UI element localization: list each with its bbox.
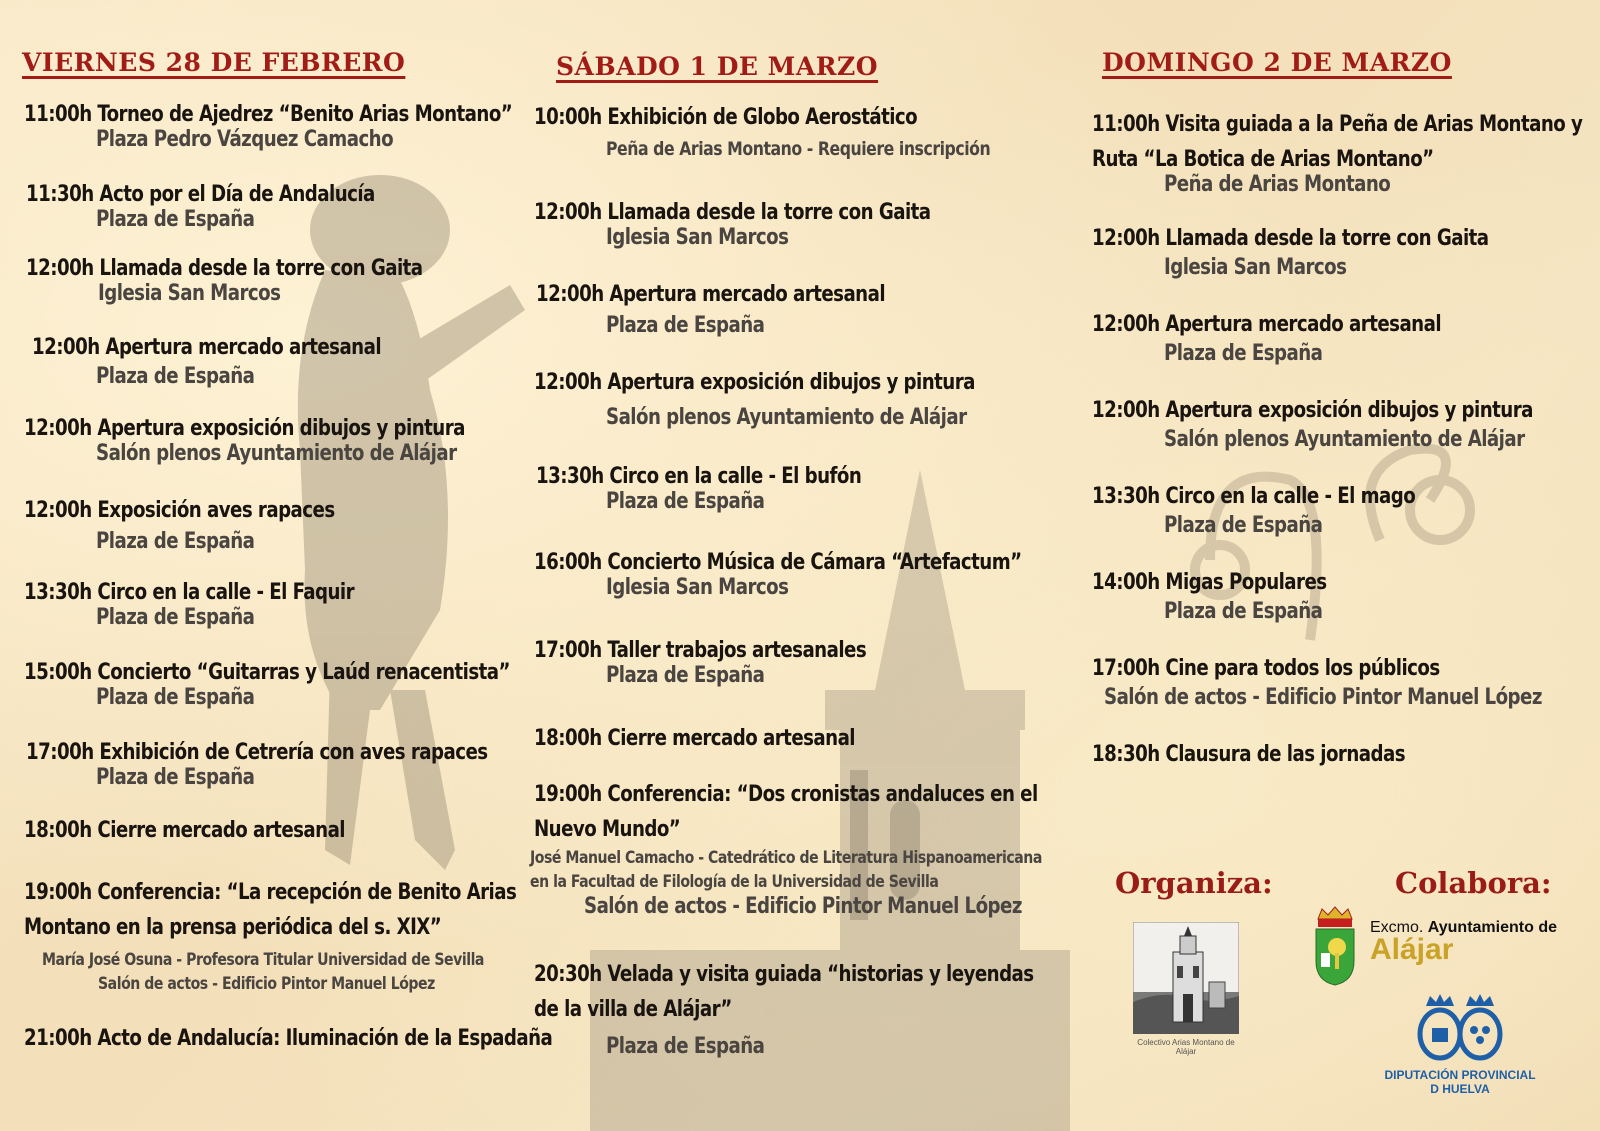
ayto-ayuntamiento: Ayuntamiento de [1427, 919, 1557, 936]
event-title: 12:00h Apertura mercado artesanal [1092, 312, 1442, 337]
event-place: Plaza de España [1164, 341, 1323, 366]
event-item [26, 256, 457, 306]
ayuntamiento-alajar-logo [1312, 905, 1592, 990]
event-place: Salón de actos - Edificio Pintor Manuel López [584, 894, 1022, 919]
event-title: 10:00h Exhibición de Globo Aerostático [534, 105, 918, 130]
event-item [24, 880, 559, 994]
event-speaker: María José Osuna - Profesora Titular Universidad de Sevilla [42, 950, 484, 970]
event-title: 12:00h Llamada desde la torre con Gaita [1092, 226, 1489, 251]
organiza-label: Organiza: [1115, 866, 1273, 900]
day-title: DOMINGO 2 DE MARZO [1102, 48, 1452, 77]
event-item [1092, 226, 1523, 280]
event-place: Plaza de España [96, 685, 255, 710]
event-title-continued: Ruta “La Botica de Arias Montano” [1092, 147, 1434, 172]
event-title-continued: de la villa de Alájar” [534, 997, 732, 1022]
event-item [24, 818, 373, 843]
event-item [1092, 312, 1471, 366]
day-title: VIERNES 28 DE FEBRERO [22, 48, 406, 77]
event-item [26, 740, 528, 790]
event-item [534, 962, 1077, 1059]
event-item [534, 200, 965, 250]
event-title-continued: Montano en la prensa periódica del s. XIX” [24, 915, 442, 940]
event-item [32, 335, 411, 389]
event-item [534, 550, 1064, 600]
event-place: Iglesia San Marcos [606, 575, 789, 600]
event-item [534, 370, 1013, 430]
event-item [1092, 484, 1443, 538]
event-place: Plaza de España [606, 489, 765, 514]
event-place: Plaza de España [96, 605, 255, 630]
event-place: Plaza de España [96, 207, 255, 232]
event-item [1092, 398, 1571, 452]
organizer-caption: Colectivo Arias Montano de Alájar [1137, 1038, 1235, 1056]
event-item [26, 182, 405, 232]
event-speaker-affiliation: en la Facultad de Filología de la Universidad de Sevilla [530, 872, 939, 892]
diputacion-line2: D HUELVA [1430, 1082, 1490, 1096]
event-title: 11:30h Acto por el Día de Andalucía [26, 182, 375, 207]
event-item [24, 660, 552, 710]
event-title: 11:00h Torneo de Ajedrez “Benito Arias Montano” [24, 102, 513, 127]
event-place: Plaza de España [606, 663, 765, 688]
diputacion-line1: DIPUTACIÓN PROVINCIAL [1384, 1068, 1536, 1082]
event-title: 20:30h Velada y visita guiada “historias y leyendas [534, 962, 1034, 987]
event-title: 15:00h Concierto “Guitarras y Laúd renacentista” [24, 660, 510, 685]
event-place: Salón de actos - Edificio Pintor Manuel López [1104, 685, 1542, 710]
event-title: 18:00h Cierre mercado artesanal [534, 726, 855, 751]
event-place: Salón plenos Ayuntamiento de Alájar [96, 441, 457, 466]
diputacion-huelva-logo [1375, 992, 1545, 1096]
event-title: 21:00h Acto de Andalucía: Iluminación de la Espadaña [24, 1026, 553, 1051]
event-item [1092, 112, 1600, 197]
event-title-continued: Nuevo Mundo” [534, 817, 681, 842]
event-item [530, 782, 1086, 919]
event-place: Plaza de España [96, 364, 255, 389]
event-place: Plaza de España [96, 765, 255, 790]
event-item [24, 498, 362, 554]
church-photo-icon [1133, 922, 1239, 1034]
event-title: 12:00h Apertura mercado artesanal [536, 282, 886, 307]
event-title: 17:00h Cine para todos los públicos [1092, 656, 1440, 681]
event-item [24, 416, 503, 466]
event-title: 12:00h Llamada desde la torre con Gaita [534, 200, 931, 225]
event-title: 12:00h Exposición aves rapaces [24, 498, 335, 523]
event-item [534, 105, 1024, 160]
event-place: Peña de Arias Montano - Requiere inscripción [606, 138, 991, 160]
event-title: 16:00h Concierto Música de Cámara “Artefactum” [534, 550, 1022, 575]
organizer-logo [1128, 922, 1244, 1056]
event-title: 17:00h Exhibición de Cetrería con aves rapaces [26, 740, 488, 765]
day-title: SÁBADO 1 DE MARZO [556, 52, 879, 81]
event-item [536, 282, 915, 338]
event-title: 12:00h Apertura exposición dibujos y pintura [534, 370, 975, 395]
event-place: Plaza de España [96, 529, 255, 554]
event-item [1092, 656, 1580, 710]
alajar-coat-of-arms-icon [1312, 905, 1358, 987]
event-place: Salón plenos Ayuntamiento de Alájar [606, 405, 967, 430]
event-title: 14:00h Migas Populares [1092, 570, 1327, 595]
event-title: 19:00h Conferencia: “Dos cronistas andaluces en el [534, 782, 1038, 807]
event-place: Plaza de España [1164, 513, 1323, 538]
diputacion-emblem-icon [1412, 992, 1508, 1062]
event-item [24, 1026, 598, 1051]
event-item [534, 638, 895, 688]
event-title: 12:00h Apertura exposición dibujos y pintura [1092, 398, 1533, 423]
event-title: 13:30h Circo en la calle - El bufón [536, 464, 862, 489]
event-item [536, 464, 890, 514]
event-item [24, 102, 555, 152]
event-place: Salón plenos Ayuntamiento de Alájar [1164, 427, 1525, 452]
event-item [24, 580, 383, 630]
event-place: Iglesia San Marcos [1164, 255, 1347, 280]
scroll-ornament-watermark-icon [1150, 420, 1490, 660]
event-title: 11:00h Visita guiada a la Peña de Arias Montano y [1092, 112, 1583, 137]
event-title: 18:30h Clausura de las jornadas [1092, 742, 1406, 767]
event-place: Iglesia San Marcos [606, 225, 789, 250]
event-speaker: José Manuel Camacho - Catedrático de Literatura Hispanoamericana [530, 848, 1042, 868]
event-place: Plaza de España [606, 313, 765, 338]
event-item [1092, 742, 1432, 767]
event-title: 13:30h Circo en la calle - El Faquir [24, 580, 355, 605]
event-title: 13:30h Circo en la calle - El mago [1092, 484, 1416, 509]
event-place: Plaza de España [606, 1034, 765, 1059]
event-title: 12:00h Apertura mercado artesanal [32, 335, 382, 360]
event-title: 19:00h Conferencia: “La recepción de Benito Arias [24, 880, 517, 905]
event-title: 18:00h Cierre mercado artesanal [24, 818, 345, 843]
event-place: Salón de actos - Edificio Pintor Manuel López [98, 974, 435, 994]
event-place: Iglesia San Marcos [98, 281, 281, 306]
ayto-excmo: Excmo. [1370, 919, 1424, 936]
event-place: Peña de Arias Montano [1164, 172, 1391, 197]
event-title: 12:00h Llamada desde la torre con Gaita [26, 256, 423, 281]
event-place: Plaza de España [1164, 599, 1323, 624]
event-place: Plaza Pedro Vázquez Camacho [96, 127, 394, 152]
ayto-alajar: Alájar [1370, 933, 1454, 966]
event-title: 17:00h Taller trabajos artesanales [534, 638, 867, 663]
event-item [534, 726, 883, 751]
event-title: 12:00h Apertura exposición dibujos y pintura [24, 416, 465, 441]
event-item [1092, 570, 1347, 624]
colabora-label: Colabora: [1395, 866, 1552, 900]
